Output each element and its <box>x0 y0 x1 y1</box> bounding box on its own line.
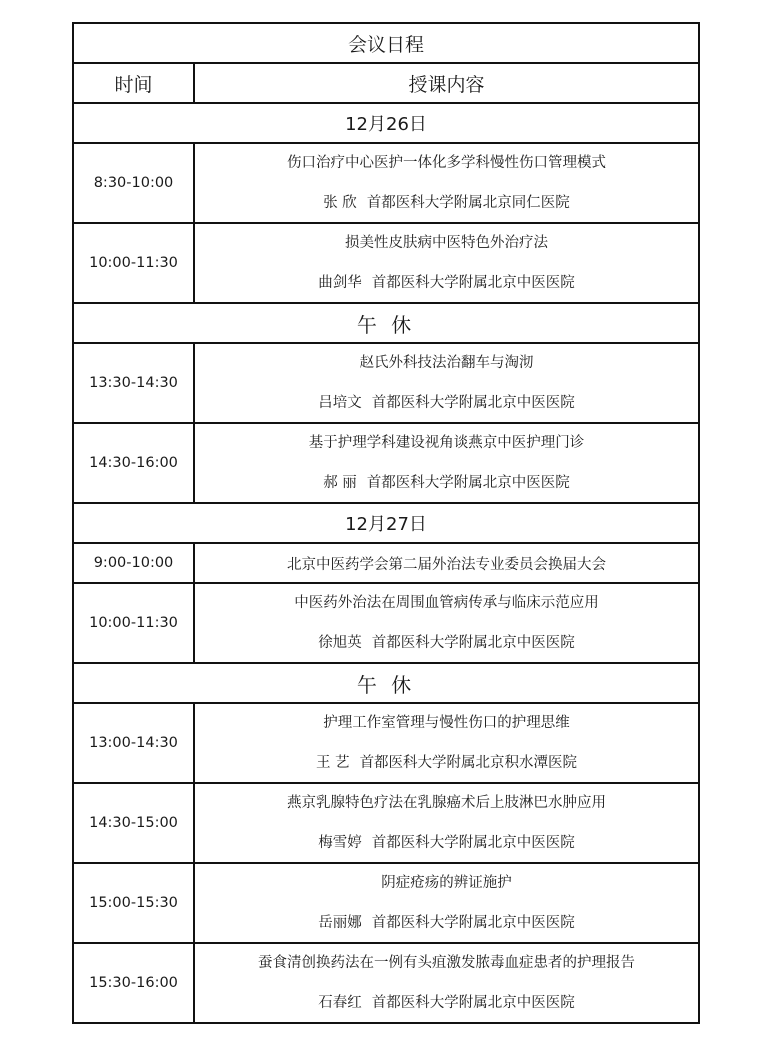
session-content <box>194 343 699 423</box>
session-topic: 赵氏外科技法治翻车与淘沏 <box>359 355 534 371</box>
schedule-table <box>72 22 700 1024</box>
session-row <box>73 543 699 583</box>
date-label: 12月26日 <box>73 103 699 143</box>
session-time: 9:00-10:00 <box>73 543 194 583</box>
speaker-name: 岳丽娜 <box>318 915 362 931</box>
session-row <box>73 703 699 783</box>
session-time: 13:30-14:30 <box>73 343 194 423</box>
session-row <box>73 223 699 303</box>
speaker-organization: 首都医科大学附属北京中医医院 <box>371 395 575 411</box>
session-row <box>73 343 699 423</box>
session-speaker-line <box>195 633 698 653</box>
session-content <box>194 223 699 303</box>
date-label: 12月27日 <box>73 503 699 543</box>
session-topic: 蚕食清创换药法在一例有头疽激发脓毒血症患者的护理报告 <box>258 955 635 971</box>
speaker-organization: 首都医科大学附属北京中医医院 <box>371 635 575 651</box>
session-speaker-line <box>195 913 698 933</box>
speaker-organization: 首都医科大学附属北京中医医院 <box>371 995 575 1011</box>
session-time: 13:00-14:30 <box>73 703 194 783</box>
header-row <box>73 63 699 103</box>
session-topic: 北京中医药学会第二届外治法专业委员会换届大会 <box>194 543 699 583</box>
session-content <box>194 583 699 663</box>
session-content <box>194 143 699 223</box>
session-speaker-line <box>195 473 698 493</box>
session-row <box>73 943 699 1023</box>
speaker-organization: 首都医科大学附属北京同仁医院 <box>366 195 570 211</box>
session-time: 14:30-15:00 <box>73 783 194 863</box>
session-row <box>73 583 699 663</box>
session-time: 10:00-11:30 <box>73 223 194 303</box>
session-topic: 护理工作室管理与慢性伤口的护理思维 <box>323 715 570 731</box>
lunch-break-label: 午 休 <box>73 303 699 343</box>
speaker-organization: 首都医科大学附属北京中医医院 <box>371 835 575 851</box>
session-content <box>194 783 699 863</box>
session-content <box>194 703 699 783</box>
session-row <box>73 143 699 223</box>
session-row <box>73 423 699 503</box>
title-row <box>73 23 699 63</box>
session-content <box>194 943 699 1023</box>
session-time: 10:00-11:30 <box>73 583 194 663</box>
session-row <box>73 783 699 863</box>
session-topic: 基于护理学科建设视角谈燕京中医护理门诊 <box>308 435 585 451</box>
session-topic: 损美性皮肤病中医特色外治疗法 <box>345 235 548 251</box>
schedule-title: 会议日程 <box>73 23 699 63</box>
session-time: 8:30-10:00 <box>73 143 194 223</box>
speaker-organization: 首都医科大学附属北京中医医院 <box>366 475 570 491</box>
break-row <box>73 663 699 703</box>
session-speaker-line <box>195 993 698 1013</box>
session-content <box>194 423 699 503</box>
session-topic: 伤口治疗中心医护一体化多学科慢性伤口管理模式 <box>287 155 606 171</box>
session-topic: 燕京乳腺特色疗法在乳腺癌术后上肢淋巴水肿应用 <box>287 795 606 811</box>
session-speaker-line <box>195 393 698 413</box>
session-topic: 阴症疮疡的辨证施护 <box>381 875 512 891</box>
speaker-name: 石春红 <box>318 995 362 1011</box>
speaker-name: 徐旭英 <box>318 635 362 651</box>
lunch-break-label: 午 休 <box>73 663 699 703</box>
time-header: 时间 <box>73 63 194 103</box>
session-time: 14:30-16:00 <box>73 423 194 503</box>
speaker-name: 王 艺 <box>315 755 350 771</box>
session-topic: 中医药外治法在周围血管病传承与临床示范应用 <box>294 595 599 611</box>
speaker-name: 梅雪婷 <box>318 835 362 851</box>
speaker-organization: 首都医科大学附属北京中医医院 <box>371 915 575 931</box>
session-row <box>73 863 699 943</box>
session-speaker-line <box>195 833 698 853</box>
speaker-name: 曲剑华 <box>318 275 362 291</box>
break-row <box>73 303 699 343</box>
session-speaker-line <box>195 193 698 213</box>
content-header: 授课内容 <box>194 63 699 103</box>
speaker-name: 郝 丽 <box>323 475 357 491</box>
session-time: 15:00-15:30 <box>73 863 194 943</box>
session-content <box>194 863 699 943</box>
date-row <box>73 503 699 543</box>
speaker-name: 吕培文 <box>318 395 362 411</box>
date-row <box>73 103 699 143</box>
session-speaker-line <box>195 273 698 293</box>
speaker-name: 张 欣 <box>323 195 357 211</box>
session-speaker-line <box>195 753 698 773</box>
session-time: 15:30-16:00 <box>73 943 194 1023</box>
speaker-organization: 首都医科大学附属北京中医医院 <box>371 275 575 291</box>
speaker-organization: 首都医科大学附属北京积水潭医院 <box>359 755 578 771</box>
